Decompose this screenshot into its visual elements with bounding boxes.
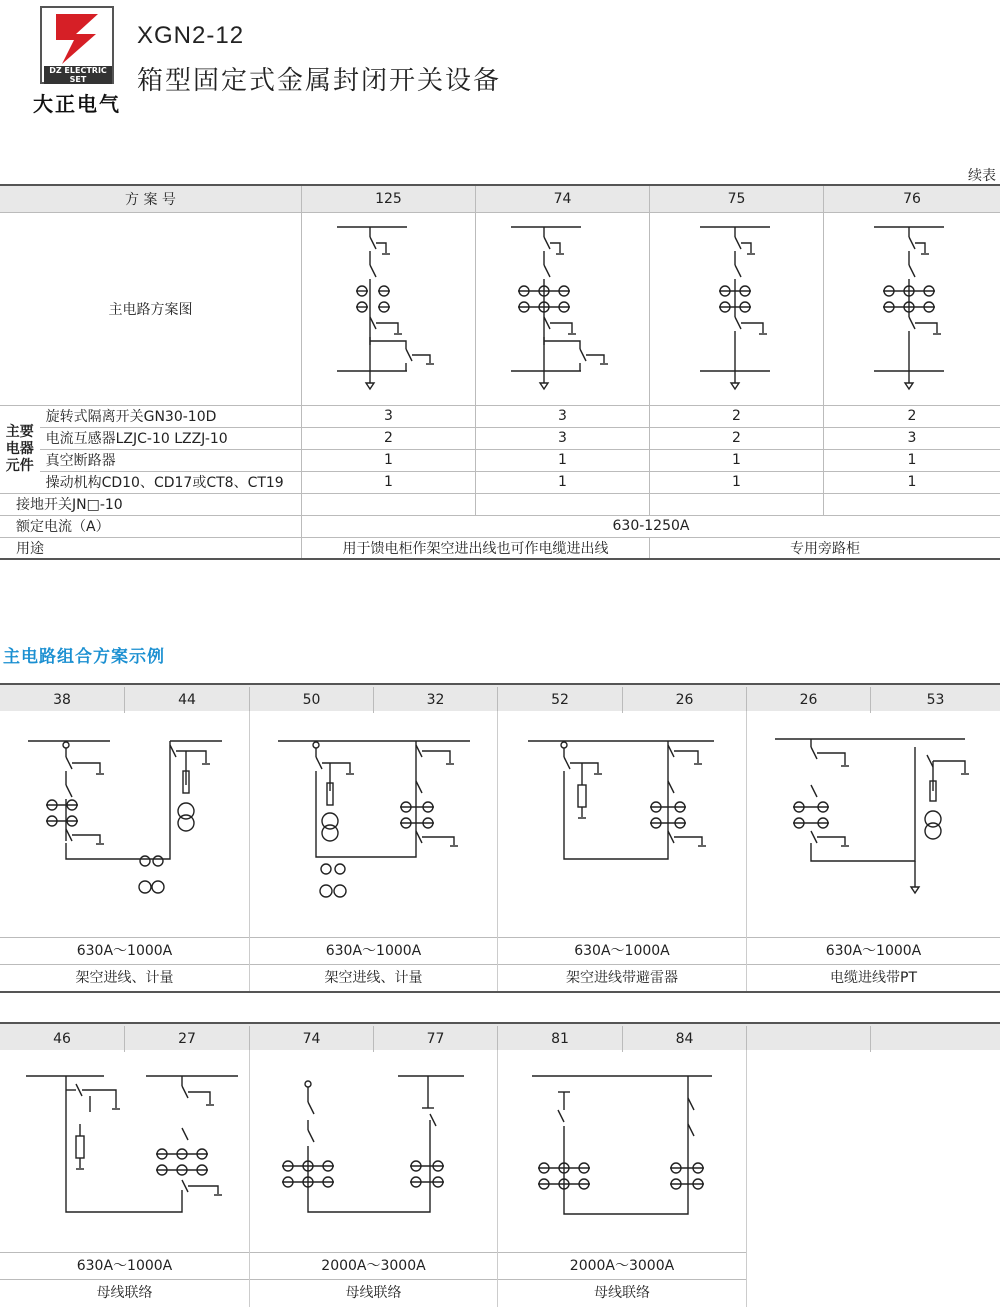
combo-id: 46 [0,1026,125,1052]
combo-diagram-52-26 [498,711,747,935]
empty-cell [301,493,475,515]
lightning-icon [42,8,116,68]
combo-header [0,683,1000,711]
earth-switch-label: 接地开关JN□-10 [0,493,301,515]
circuit-diagram-75 [650,213,823,405]
combo-id: 77 [374,1026,498,1052]
combo-diagram-26-53 [747,711,1000,935]
combo-id: 84 [623,1026,747,1052]
combo-usage: 架空进线、计量 [0,964,249,991]
combo-usage: 母线联络 [250,1279,497,1306]
divider [0,991,1000,993]
table-row [0,515,1000,537]
combo-id: 44 [125,687,250,713]
combo-id: 38 [0,687,125,713]
component-qty: 1 [475,471,649,493]
table-row [0,471,1000,493]
combo-id: 53 [926,692,945,708]
scheme-number: 76 [823,185,1000,212]
circuit-diagram [301,212,475,405]
component-qty: 3 [301,405,475,427]
combo-diagram-46-27 [0,1050,250,1250]
diagram-label: 主电路方案图 [0,212,301,405]
circuit-diagram [823,212,1000,405]
combo-usage: 母线联络 [498,1279,746,1306]
scheme-number: 74 [475,185,649,212]
continued-label: 续表 [968,168,996,184]
logo-emblem [40,6,114,84]
combo-usage: 架空进线、计量 [250,964,497,991]
combo-id: 32 [374,687,498,713]
combo-usage: 架空进线带避雷器 [498,964,746,991]
table-header-row [0,185,1000,212]
component-qty: 1 [649,471,823,493]
diagram-row [0,212,1000,405]
component-qty: 3 [475,405,649,427]
empty-cell [823,493,1000,515]
combo-row-1 [0,683,1000,993]
combo-diagram-74-77 [250,1050,498,1250]
component-qty: 1 [649,449,823,471]
component-qty: 2 [649,405,823,427]
combo-row-2 [0,1022,1000,1307]
combo-current: 2000A～3000A [498,1252,746,1279]
table-row [0,537,1000,559]
scheme-number: 125 [301,185,475,212]
component-qty: 3 [475,427,649,449]
combo-diagram-81-84 [498,1050,747,1250]
combo-current: 630A～1000A [0,1252,249,1279]
combo-id-empty [871,1026,1000,1052]
usage-value: 用于馈电柜作架空进出线也可作电缆进出线 [301,537,649,559]
combo-id: 50 [250,687,374,713]
usage-label: 用途 [0,537,301,559]
component-name: 操动机构CD10、CD17或CT8、CT19 [40,471,302,493]
combo-current: 630A～1000A [747,937,1000,964]
combo-id: 26 [747,687,871,713]
section-title: 主电路组合方案示例 [3,647,165,667]
page-subtitle: 箱型固定式金属封闭开关设备 [137,66,502,96]
combo-id: 52 [498,687,623,713]
rated-current-label: 额定电流（A） [0,515,301,537]
table-row [0,405,1000,427]
combo-group [747,711,1000,991]
combo-id: 27 [125,1026,250,1052]
circuit-diagram-125 [302,213,475,405]
combo-id: 81 [498,1026,623,1052]
scheme-label: 方 案 号 [0,185,301,212]
combo-group [498,1050,747,1307]
scheme-number: 75 [649,185,823,212]
empty-cell [649,493,823,515]
combo-current: 630A～1000A [498,937,746,964]
combo-diagram-50-32 [250,711,498,935]
circuit-diagram-76 [824,213,1000,405]
circuit-diagram [475,212,649,405]
combo-group [498,711,747,991]
combo-id-empty [747,1026,871,1052]
brand-mark: DZ ELECTRIC SET [44,66,112,84]
combo-id: 74 [250,1026,374,1052]
component-qty: 2 [649,427,823,449]
component-name: 旋转式隔离开关GN30-10D [40,405,302,427]
component-qty: 1 [823,449,1000,471]
combo-diagram-38-44 [0,711,250,935]
combo-group [0,1050,250,1307]
component-qty: 2 [301,427,475,449]
component-name: 电流互感器LZJC-10 LZZJ-10 [40,427,302,449]
combo-group [250,711,498,991]
combo-header [0,1022,1000,1050]
empty-cell [475,493,649,515]
component-qty: 1 [301,471,475,493]
table-row [0,449,1000,471]
combo-group [0,711,250,991]
component-qty: 1 [475,449,649,471]
combo-group [250,1050,498,1307]
circuit-diagram-74 [476,213,649,405]
circuit-diagram [649,212,823,405]
component-qty: 3 [823,427,1000,449]
company-logo [22,6,132,116]
combo-current: 630A～1000A [0,937,249,964]
usage-value: 专用旁路柜 [649,537,1000,559]
model-title: XGN2-12 [137,22,245,49]
component-qty: 1 [301,449,475,471]
component-qty: 1 [823,471,1000,493]
spec-table [0,184,1000,560]
component-group-label: 主要电器元件 [0,405,40,493]
combo-usage: 母线联络 [0,1279,249,1306]
combo-current: 630A～1000A [250,937,497,964]
brand-name: 大正电气 [33,92,121,116]
component-name: 真空断路器 [40,449,302,471]
table-row [0,493,1000,515]
component-qty: 2 [823,405,1000,427]
combo-usage: 电缆进线带PT [747,964,1000,991]
combo-current: 2000A～3000A [250,1252,497,1279]
table-row [0,427,1000,449]
rated-current-value: 630-1250A [301,515,1000,537]
combo-id: 26 [623,687,747,713]
